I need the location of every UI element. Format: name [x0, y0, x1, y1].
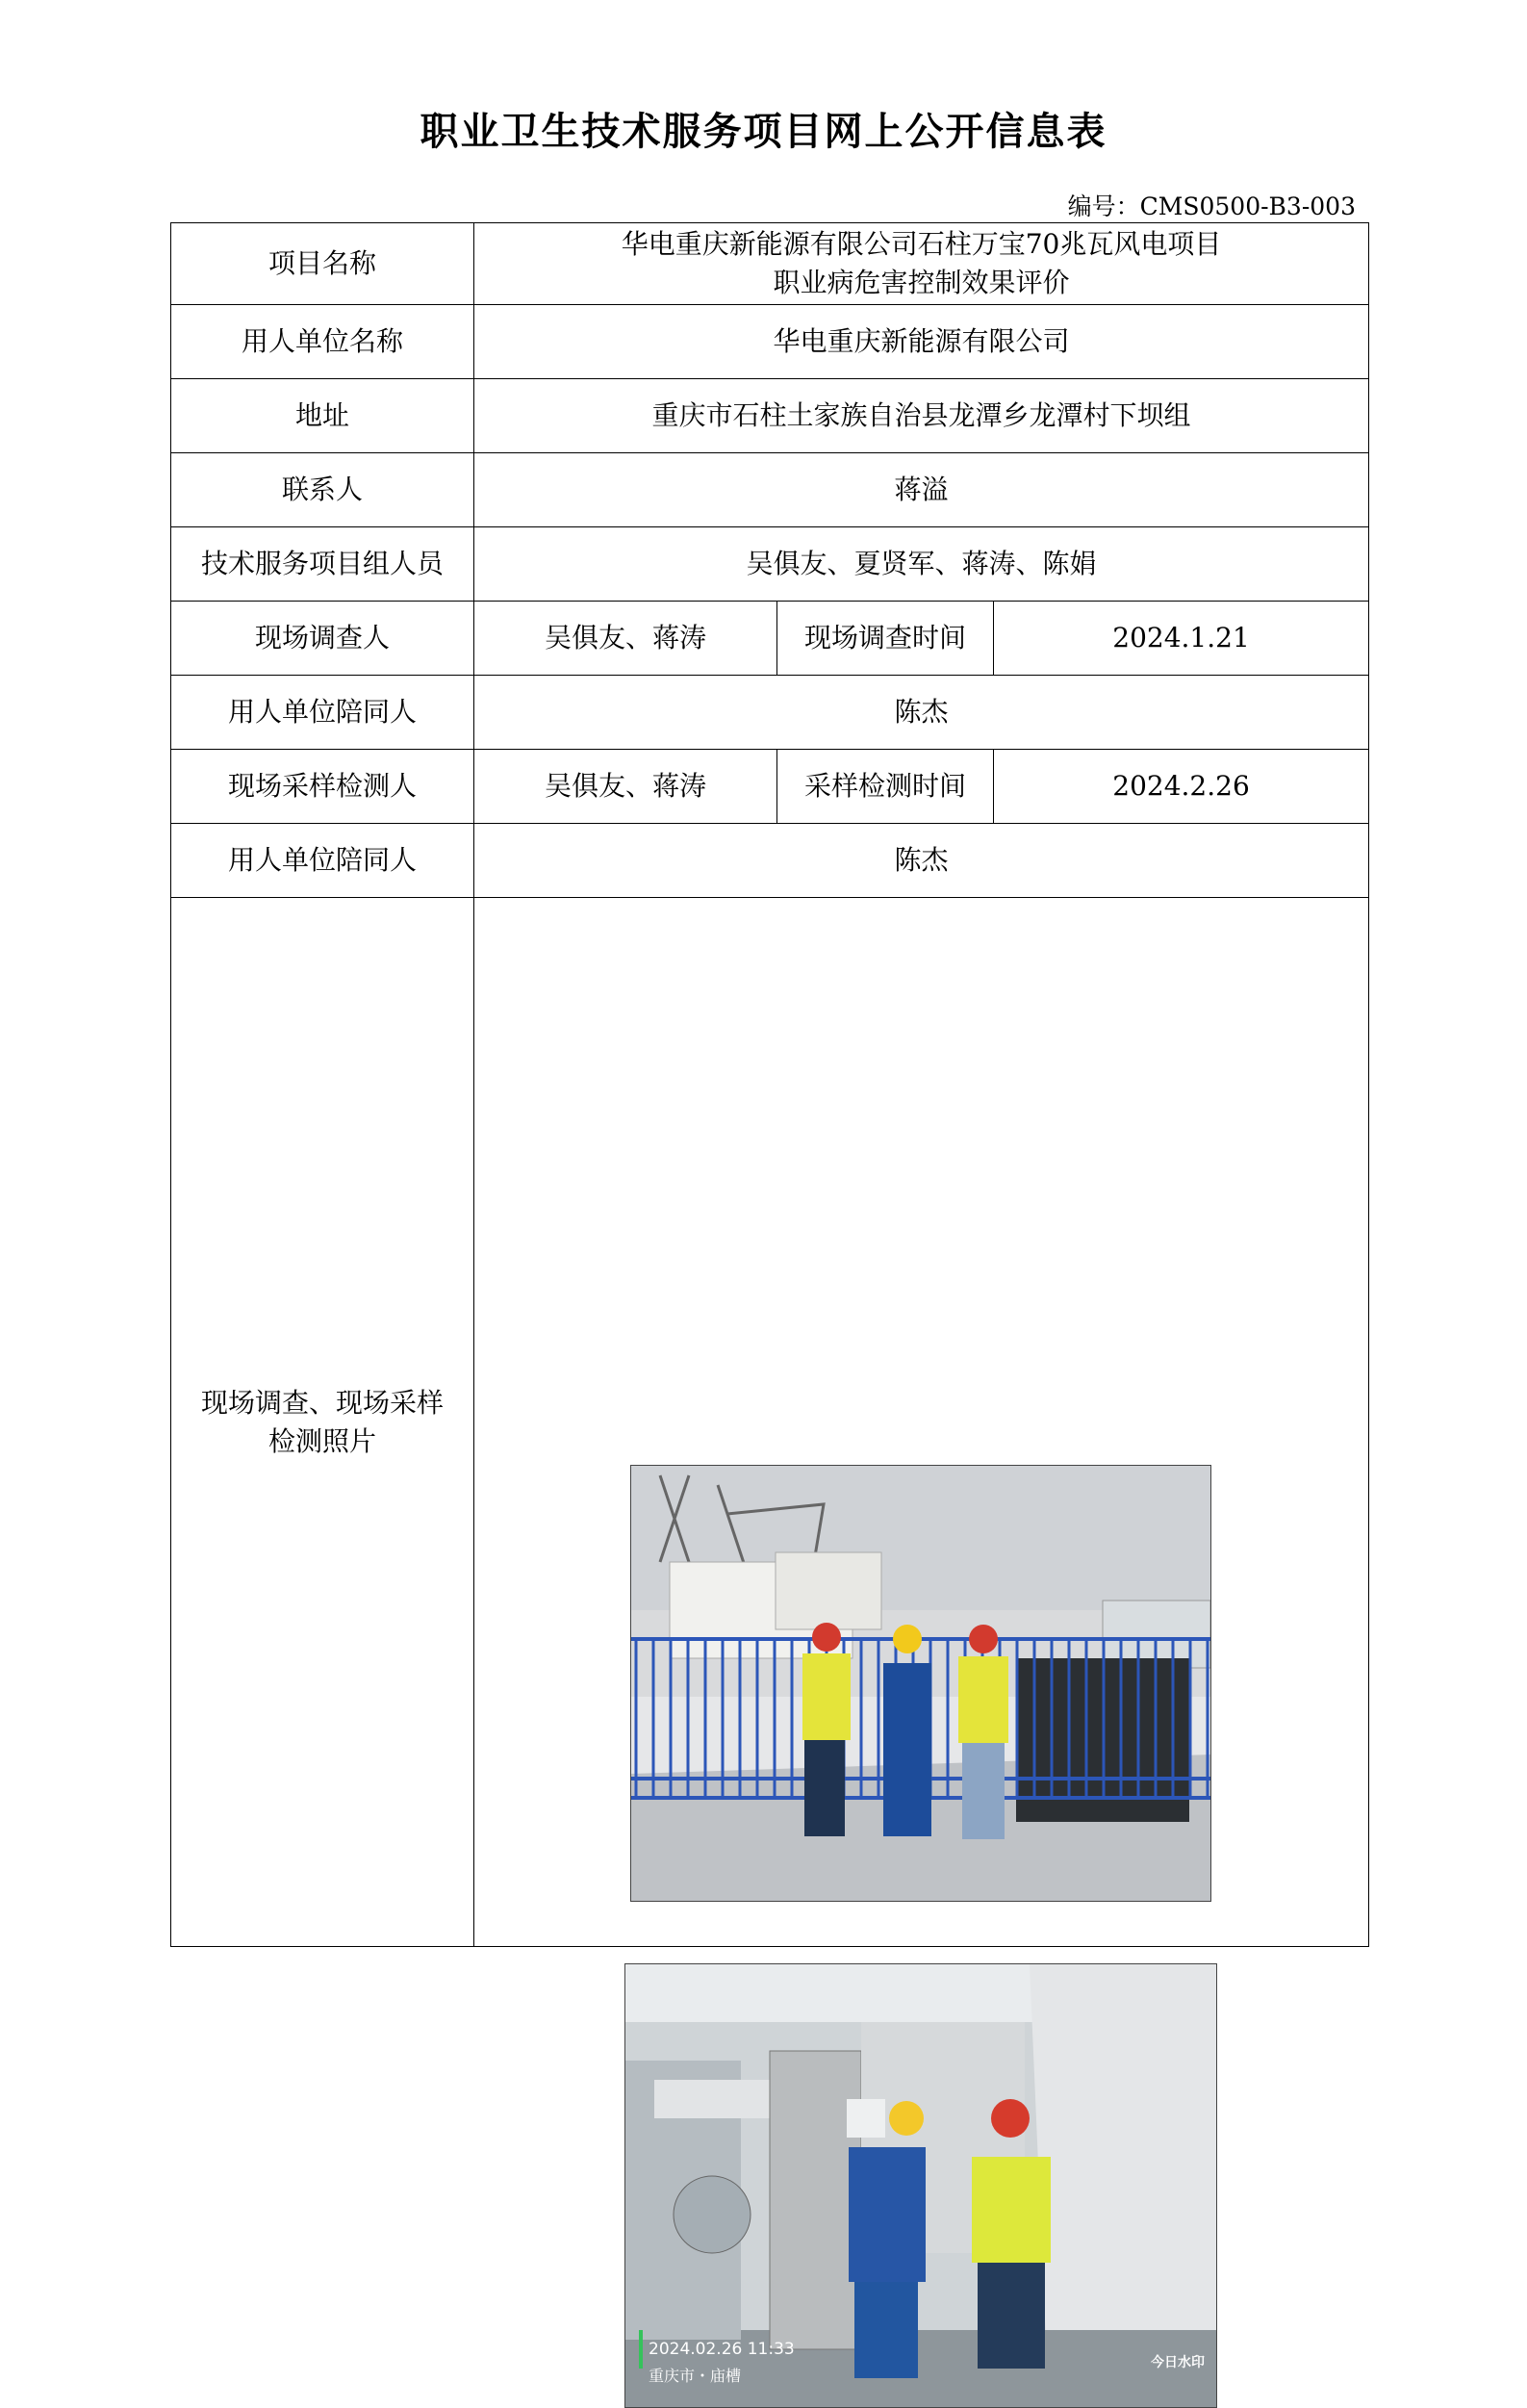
table-row — [171, 602, 1369, 676]
sampling-time-label: 采样检测时间 — [777, 750, 994, 824]
photos-cell — [474, 898, 1369, 2385]
address-label: 地址 — [171, 379, 474, 453]
project-name-line1: 华电重庆新能源有限公司石柱万宝70兆瓦风电项目 — [621, 228, 1222, 260]
escort2-value: 陈杰 — [474, 824, 1369, 898]
project-name-label: 项目名称 — [171, 223, 474, 305]
table-row — [171, 750, 1369, 824]
survey-person-label: 现场调查人 — [171, 602, 474, 676]
table-row — [171, 223, 1369, 305]
table-row — [171, 676, 1369, 750]
project-name-line2: 职业病危害控制效果评价 — [773, 267, 1070, 298]
table-row — [171, 453, 1369, 527]
table-row — [171, 379, 1369, 453]
employer-label: 用人单位名称 — [171, 305, 474, 379]
escort1-value: 陈杰 — [474, 676, 1369, 750]
watermark-brand: 今日水印 — [1151, 2354, 1205, 2370]
photos-label: 现场调查、现场采样检测照片 — [171, 898, 474, 1947]
address-value: 重庆市石柱土家族自治县龙潭乡龙潭村下坝组 — [474, 379, 1369, 453]
document-number: 编号：CMS0500-B3-003 — [1067, 192, 1356, 220]
survey-time-value: 2024.1.21 — [994, 602, 1369, 676]
team-label: 技术服务项目组人员 — [171, 527, 474, 602]
employer-value: 华电重庆新能源有限公司 — [474, 305, 1369, 379]
team-value: 吴俱友、夏贤军、蒋涛、陈娟 — [474, 527, 1369, 602]
table-row — [171, 824, 1369, 898]
watermark-datetime: 2024.02.26 11:33 — [639, 2330, 795, 2369]
survey-person-value: 吴俱友、蒋涛 — [474, 602, 777, 676]
table-row — [171, 305, 1369, 379]
info-table — [170, 222, 1369, 2385]
sampling-photo — [624, 1963, 1217, 2408]
watermark-location: 重庆市・庙槽 — [649, 2366, 742, 2385]
survey-time-label: 现场调查时间 — [777, 602, 994, 676]
escort1-label: 用人单位陪同人 — [171, 676, 474, 750]
sampling-person-label: 现场采样检测人 — [171, 750, 474, 824]
site-survey-photo — [630, 1465, 1211, 1902]
sampling-person-value: 吴俱友、蒋涛 — [474, 750, 777, 824]
table-row — [171, 527, 1369, 602]
contact-label: 联系人 — [171, 453, 474, 527]
page-title: 职业卫生技术服务项目网上公开信息表 — [420, 110, 1107, 154]
sampling-time-value: 2024.2.26 — [994, 750, 1369, 824]
project-name-value — [474, 223, 1369, 305]
contact-value: 蒋溢 — [474, 453, 1369, 527]
table-row — [171, 898, 1369, 1947]
escort2-label: 用人单位陪同人 — [171, 824, 474, 898]
